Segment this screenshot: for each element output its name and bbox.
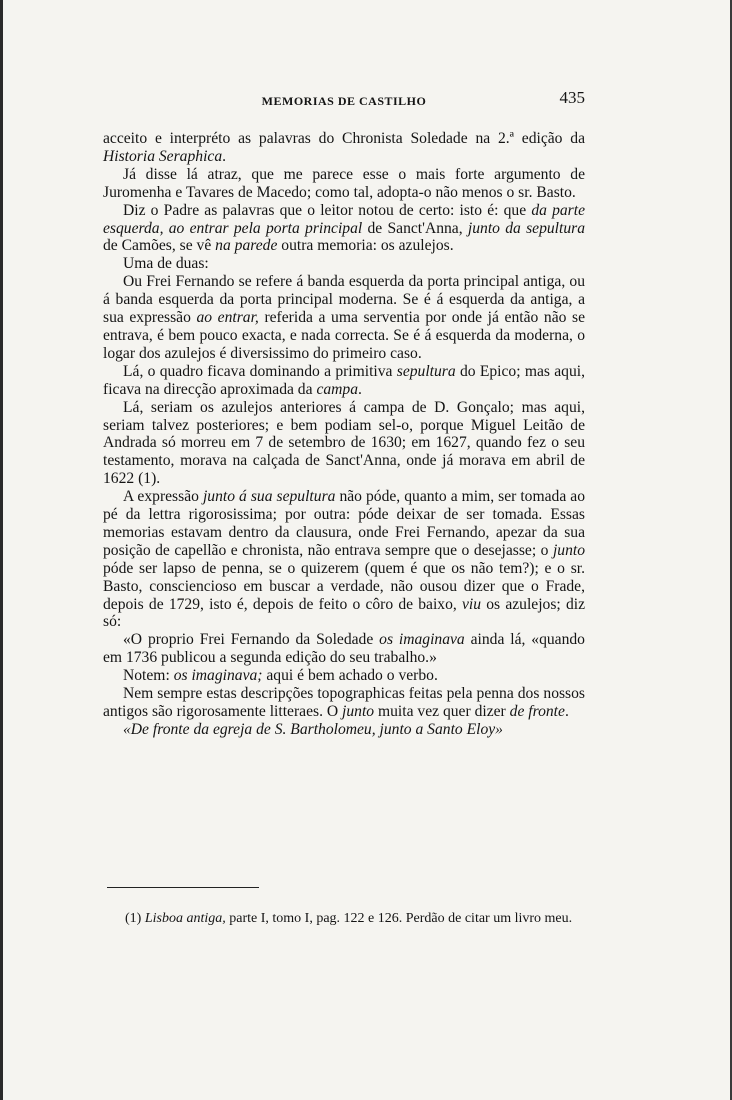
italic-run: os imaginava; — [173, 667, 263, 685]
paragraph-8 — [103, 488, 585, 631]
paragraph-9 — [103, 631, 585, 667]
italic-run: Historia Seraphica — [103, 147, 223, 165]
page-number: 435 — [559, 88, 585, 107]
italic-run: junto — [342, 703, 375, 720]
page-content — [103, 88, 585, 739]
italic-run: sepultura — [396, 362, 456, 380]
paragraph-1 — [103, 130, 585, 166]
paragraph-11 — [103, 685, 585, 721]
running-title: MEMORIAS DE CASTILHO — [261, 94, 427, 108]
footnote-text — [107, 910, 585, 927]
footnote-rule — [107, 887, 259, 888]
text-run: de Camões, se vê — [103, 237, 216, 255]
text-run: outra memoria: os azulejos. — [277, 237, 454, 255]
text-run: A expressão — [123, 488, 203, 506]
text-run: muita vez quer dizer — [374, 703, 510, 720]
text-run: . — [564, 703, 569, 720]
text-run: póde ser lapso de penna, se o quizerem (quem é que os não tem?); e o sr. Basto, consciencioso em buscar a verdade, não ousou dizer que o Frade, depois de 1729, isto é, depois de feito o côro de baixo, — [103, 559, 585, 613]
text-run: Nem sempre estas descripções topographicas feitas pela penna dos nossos antigos são rigorosamente litteraes. O — [103, 685, 585, 720]
body-text — [103, 130, 585, 739]
paragraph-12 — [103, 721, 585, 739]
paragraph-6 — [103, 363, 585, 399]
italic-run: da parte esquerda, ao entrar pela porta principal — [103, 201, 585, 237]
paragraph-3 — [103, 202, 585, 256]
italic-run: ao entrar, — [196, 309, 259, 327]
text-run: referida a uma serventia por onde já então não se entrava, é bem pouco exacta, e nada correcta. Se é á esquerda da moderna, o logar dos azulejos é diversissimo do primeiro caso. — [103, 309, 585, 362]
text-run: parte I, tomo I, pag. 122 e 126. Perdão de citar um livro meu. — [225, 911, 573, 926]
italic-run: viu — [462, 595, 482, 613]
italic-run: na parede — [215, 237, 278, 255]
italic-run: de fronte — [509, 703, 565, 720]
paragraph-7: Lá, seriam os azulejos anteriores á campa de D. Gonçalo; mas aqui, seriam talvez posteriores; e bem podiam sel-o, porque Miguel Leitão de Andrada só morreu em 7 de setembro de 1630; em 1627, quando fez o seu testamento, morava na calçada de Sanct'Anna, onde já morava em abril de 1622 (1). — [103, 398, 585, 488]
italic-run: campa — [316, 380, 359, 398]
text-run: Lá, o quadro ficava dominando a primitiva — [123, 362, 397, 380]
text-run: de Sanct'Anna, — [362, 219, 468, 237]
text-run: ainda lá, «quando em 1736 publicou a segunda edição do seu trabalho.» — [103, 631, 585, 667]
paragraph-2: Já disse lá atraz, que me parece esse o mais forte argumento de Juromenha e Tavares de Macedo; como tal, adopta-o não menos o sr. Basto. — [103, 165, 585, 201]
text-run: «O proprio Frei Fernando da Soledade — [123, 631, 380, 649]
text-run: do Epico; mas aqui, ficava na direcção aproximada da — [103, 362, 585, 398]
text-run: não póde, quanto a mim, ser tomada ao pé da lettra rigorosissima; por outra: póde deixar de ser tomada. Essas memorias estavam dentro da clausura, onde Frei Fernando, apezar da sua posição de capellão e chronista, não entrava sempre que o desejasse; o — [103, 488, 585, 559]
italic-run: Lisboa antiga, — [144, 911, 226, 926]
text-run: . — [358, 380, 362, 398]
text-run: Diz o Padre as palavras que o leitor notou de certo: isto é: que — [123, 201, 532, 219]
italic-run: os imaginava — [379, 631, 465, 649]
text-run: . — [222, 147, 227, 165]
text-run: Notem: — [123, 667, 174, 685]
footnote — [107, 910, 585, 927]
text-run: acceito e interpréto as palavras do Chronista Soledade na 2.ª edição da — [103, 130, 585, 147]
text-run: aqui é bem achado o verbo. — [262, 667, 438, 685]
paragraph-5 — [103, 273, 585, 363]
footnote-marker: (1) — [125, 911, 145, 926]
italic-run: «De fronte da egreja de S. Bartholomeu, junto a Santo Eloy» — [123, 720, 503, 738]
text-run: Ou Frei Fernando se refere á banda esquerda da porta principal antiga, ou á banda esquerda da porta principal moderna. Se é á esquerda da antiga, a sua expressão — [103, 273, 585, 327]
paragraph-4: Uma de duas: — [123, 255, 209, 273]
text-run: os azulejos; diz só: — [103, 595, 585, 631]
italic-run: junto da sepultura — [467, 219, 586, 237]
italic-run: junto á sua sepultura — [202, 488, 336, 506]
italic-run: junto — [552, 541, 585, 559]
running-head — [103, 88, 585, 112]
paragraph-10 — [103, 667, 585, 685]
